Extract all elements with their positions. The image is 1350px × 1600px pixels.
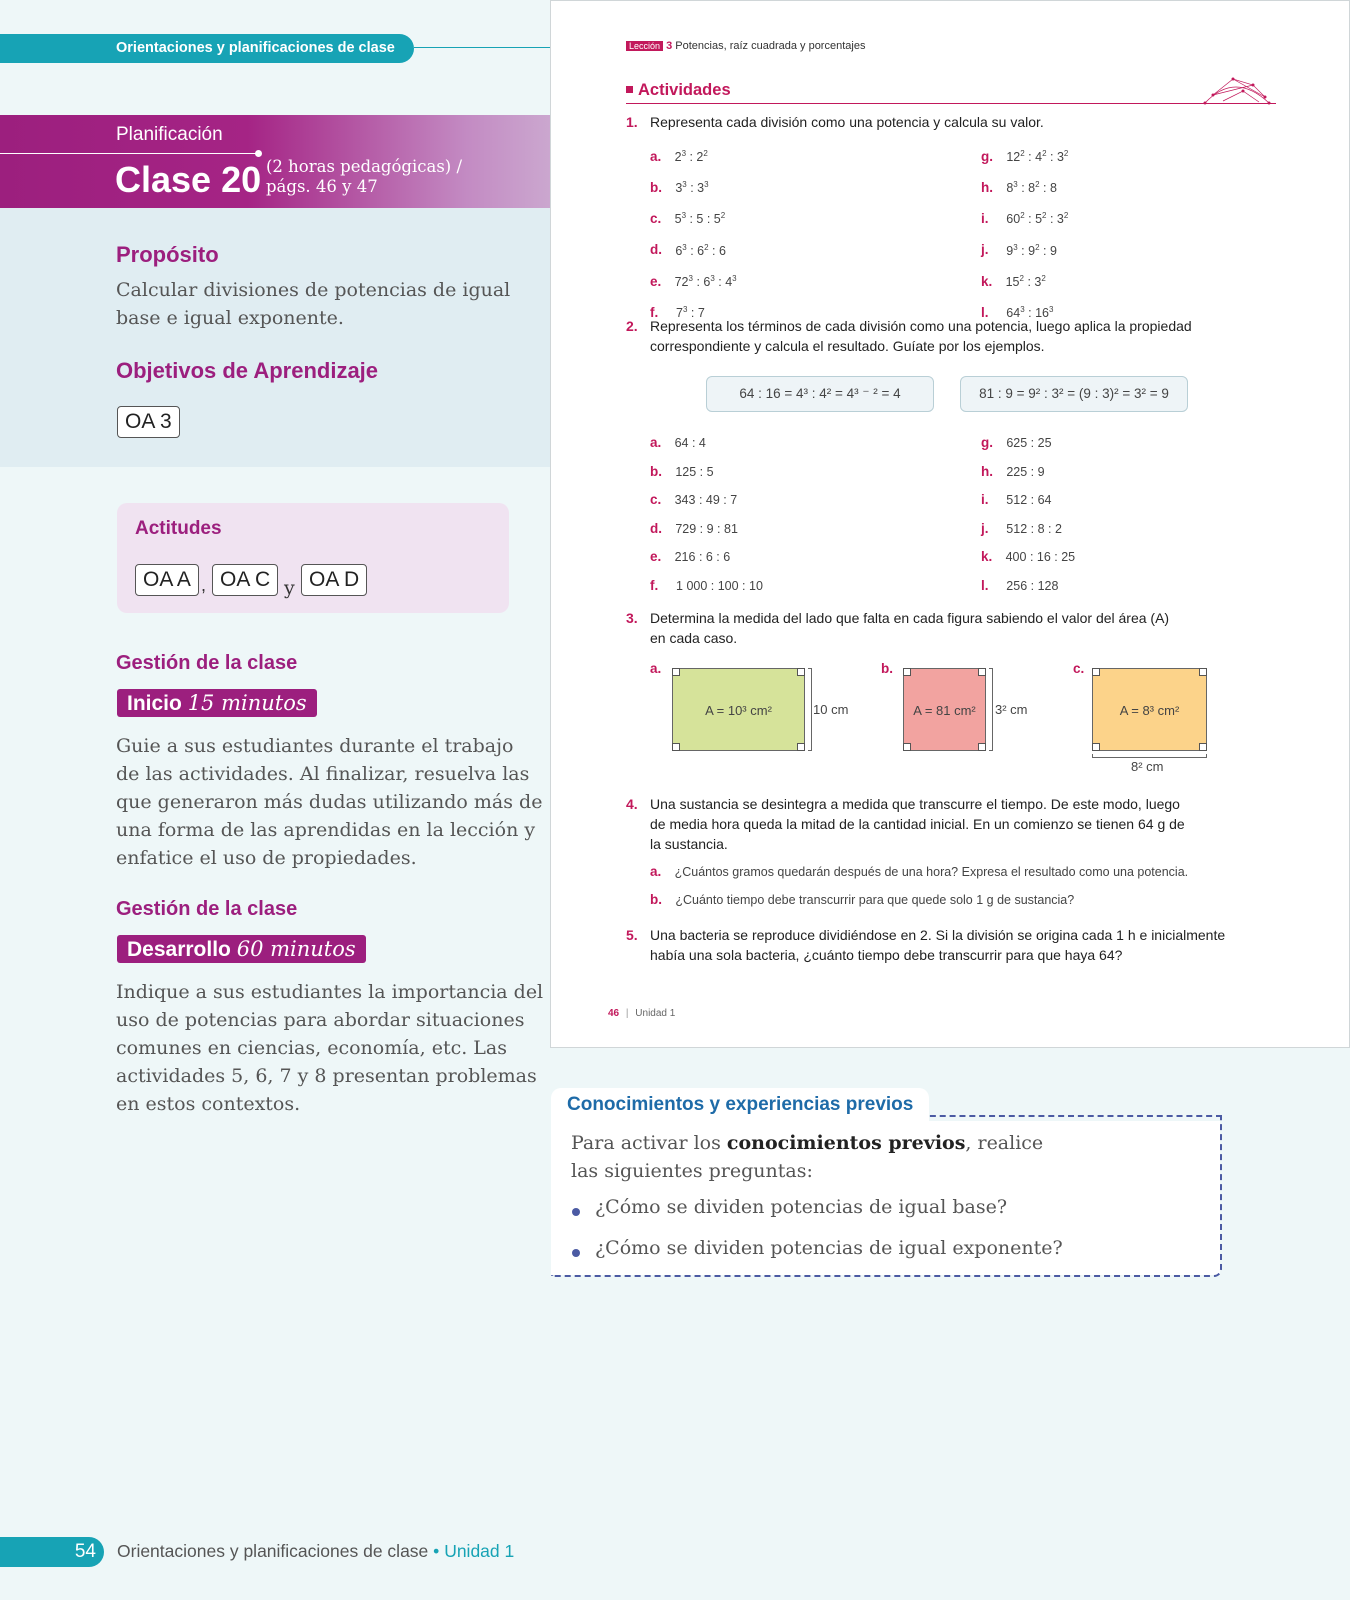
conocimientos-border [551, 1115, 1222, 1277]
desarrollo-tag [117, 935, 366, 963]
inicio-label: Inicio [127, 692, 182, 715]
gestion-heading: Gestión de la clase [116, 898, 298, 920]
question-2-text [650, 316, 1192, 356]
figure-c-area: A = 8³ cm² [1119, 703, 1180, 718]
section-header-title: Orientaciones y planificaciones de clase [116, 40, 395, 56]
q1-item: f. $7^3$ : 7 [650, 304, 705, 320]
figure-c-side: 8² cm [1131, 759, 1164, 774]
actitud-badge: OA D [301, 564, 367, 596]
activities-heading [626, 81, 731, 100]
question-4-text [650, 794, 1185, 854]
question-line: la sustancia. [650, 836, 728, 852]
planificacion-band [0, 115, 550, 208]
q1-item: h. $8^3$ : $8^2$ : 8 [981, 180, 1057, 196]
bullet-question: ¿Cómo se dividen potencias de igual base? [595, 1196, 1008, 1218]
desarrollo-text [116, 978, 543, 1118]
page-unit: Unidad 1 [635, 1008, 676, 1019]
question-line: de media hora queda la mitad de la cantidad inicial. En un comienzo se tienen 64 g de [650, 816, 1185, 832]
question-number: 4. [626, 796, 638, 812]
page-footer: 46 | Unidad 1 [608, 1008, 676, 1019]
actitudes-box [117, 503, 509, 613]
q1-item: g. $12^2$ : $4^2$ : $3^2$ [981, 149, 1069, 165]
q1-item: e. $72^3$ : $6^3$ : $4^3$ [650, 273, 737, 289]
inicio-line: una forma de las aprendidas en la lección y [116, 819, 536, 841]
page-number-pill: 54 [0, 1537, 104, 1567]
header-rule [414, 47, 550, 48]
actitudes-heading: Actitudes [135, 518, 222, 539]
clase-hours-line: (2 horas pedagógicas) / [266, 157, 463, 176]
bullet-question: ¿Cómo se dividen potencias de igual exponente? [595, 1237, 1063, 1259]
inicio-tag [117, 689, 317, 717]
section-header-pill [0, 34, 414, 63]
q1-item: i. $60^2$ : $5^2$ : $3^2$ [981, 211, 1069, 227]
question-number: 2. [626, 318, 638, 334]
intro-text: Para activar los [571, 1132, 727, 1154]
inicio-line: de las actividades. Al finalizar, resuelva las [116, 763, 530, 785]
question-number: 3. [626, 610, 638, 626]
question-2-number [626, 316, 638, 336]
q1-item: d. $6^3$ : $6^2$ : 6 [650, 242, 726, 258]
q1-item: c. $5^3$ : 5 : $5^2$ [650, 211, 726, 227]
desarrollo-time: 60 minutos [236, 937, 356, 961]
q2-right-column [981, 429, 1075, 600]
question-1 [626, 112, 638, 132]
q2-left-column [650, 429, 763, 600]
example-box: 64 : 16 = 4³ : 4² = 4³ ⁻ ² = 4 [706, 376, 934, 412]
lesson-title: Potencias, raíz cuadrada y porcentajes [675, 40, 866, 52]
desarrollo-line: comunes en ciencias, economía, etc. Las [116, 1037, 507, 1059]
figure-a-area: A = 10³ cm² [705, 703, 772, 718]
desarrollo-label: Desarrollo [127, 938, 231, 961]
question-4-number [626, 794, 638, 814]
q2-item: b. 125 : 5 [650, 463, 714, 479]
intro-text: , realice [965, 1132, 1044, 1154]
actitud-badge: OA C [212, 564, 278, 596]
heading-square-icon [626, 86, 633, 93]
lesson-badge: Lección [626, 41, 663, 51]
clase-pages-line: págs. 46 y 47 [266, 177, 378, 196]
question-line: en cada caso. [650, 630, 738, 646]
figure-c-label: c. [1073, 661, 1085, 676]
q2-item: f. 1 000 : 100 : 10 [650, 577, 763, 593]
lesson-header [626, 40, 865, 52]
inicio-line: enfatice el uso de propiedades. [116, 847, 417, 869]
oa-badge: OA 3 [117, 406, 180, 438]
question-line: Representa los términos de cada división como una potencia, luego aplica la propiedad [650, 318, 1192, 334]
proposito-text [116, 276, 510, 332]
q2-item: h. 225 : 9 [981, 463, 1045, 479]
desarrollo-line: uso de potencias para abordar situaciones [116, 1009, 525, 1031]
q1-item: a. $2^3$ : $2^2$ [650, 149, 708, 165]
figure-a-rectangle [672, 668, 805, 751]
intro-line-2: las siguientes preguntas: [571, 1160, 813, 1182]
clase-title: Clase 20 [115, 159, 262, 200]
question-5-text [650, 925, 1225, 965]
question-line: Determina la medida del lado que falta en cada figura sabiendo el valor del área (A) [650, 610, 1170, 626]
question-3-number [626, 608, 638, 628]
q2-item: e. 216 : 6 : 6 [650, 549, 731, 564]
q2-item: a. 64 : 4 [650, 435, 706, 450]
footer-title: Orientaciones y planificaciones de clase [117, 1541, 429, 1561]
actitud-badge: OA A [135, 564, 199, 596]
q1-item: l. $64^3$ : $16^3$ [981, 304, 1054, 320]
question-1-text: Representa cada división como una potencia y calcula su valor. [650, 114, 1044, 130]
figure-b-label: b. [881, 661, 893, 676]
question-number: 1. [626, 114, 638, 130]
q4-sub-b: b. ¿Cuánto tiempo debe transcurrir para que quede solo 1 g de sustancia? [650, 892, 1075, 907]
question-line: Una bacteria se reproduce dividiéndose en 2. Si la división se origina cada 1 h e inicialmente [650, 927, 1226, 943]
desarrollo-line: Indique a sus estudiantes la importancia del [116, 981, 544, 1003]
desarrollo-line: actividades 5, 6, 7 y 8 presentan problemas [116, 1065, 537, 1087]
actitud-separator: y [284, 577, 295, 599]
decorative-network-icon [1203, 75, 1273, 105]
q2-item: g. 625 : 25 [981, 435, 1052, 450]
gestion-heading: Gestión de la clase [116, 652, 298, 674]
inicio-line: Guie a sus estudiantes durante el trabajo [116, 735, 514, 757]
planificacion-rule-dot [255, 150, 262, 157]
inicio-time: 15 minutos [187, 691, 307, 715]
figure-b-area: A = 81 cm² [913, 703, 976, 718]
dimension-bracket [1092, 754, 1207, 758]
objectives-panel [0, 208, 550, 467]
inicio-text [116, 732, 542, 872]
q2-item: i. 512 : 64 [981, 492, 1052, 507]
q4-sub-a: a. ¿Cuántos gramos quedarán después de una hora? Expresa el resultado como una potencia. [650, 864, 1189, 879]
figure-c-rectangle [1092, 668, 1207, 751]
question-number: 5. [626, 927, 638, 943]
actitud-separator: , [201, 575, 207, 595]
question-line: había una sola bacteria, ¿cuánto tiempo debe transcurrir para que haya 64? [650, 947, 1123, 963]
planificacion-rule [0, 153, 258, 154]
example-box: 81 : 9 = 9² : 3² = (9 : 3)² = 3² = 9 [960, 376, 1188, 412]
q2-item: j. 512 : 8 : 2 [981, 520, 1062, 536]
student-page [550, 0, 1350, 1048]
conocimientos-top-border [920, 1115, 1222, 1117]
proposito-heading: Propósito [116, 242, 219, 267]
q1-item: b. $3^3$ : $3^3$ [650, 180, 709, 196]
intro-bold: conocimientos previos [726, 1132, 966, 1154]
q2-item: c. 343 : 49 : 7 [650, 492, 738, 507]
dimension-bracket [808, 668, 812, 751]
footer-text [117, 1541, 514, 1562]
proposito-line: Calcular divisiones de potencias de igual [116, 279, 511, 301]
proposito-line: base e igual exponente. [116, 307, 344, 329]
figure-a-label: a. [650, 661, 662, 676]
q1-item: k. $15^2$ : $3^2$ [981, 273, 1046, 289]
q1-left-column [650, 140, 737, 327]
activities-heading-text: Actividades [638, 81, 731, 99]
conocimientos-heading: Conocimientos y experiencias previos [551, 1088, 929, 1121]
figure-b-square [903, 668, 986, 751]
clase-hours [266, 157, 462, 197]
question-5-number [626, 925, 638, 945]
q2-item: k. 400 : 16 : 25 [981, 549, 1076, 564]
question-line: correspondiente y calcula el resultado. Guíate por los ejemplos. [650, 338, 1045, 354]
footer-separator: • [433, 1541, 440, 1561]
q1-item: j. $9^3$ : $9^2$ : 9 [981, 242, 1057, 258]
desarrollo-line: en estos contextos. [116, 1093, 301, 1115]
lesson-number: 3 [666, 40, 673, 52]
planificacion-label: Planificación [116, 124, 223, 145]
q1-right-column [981, 140, 1068, 327]
footer-unit: Unidad 1 [444, 1541, 515, 1561]
q2-item: d. 729 : 9 : 81 [650, 520, 738, 536]
objetivos-heading: Objetivos de Aprendizaje [116, 358, 379, 383]
dimension-bracket [989, 668, 993, 751]
figure-b-side: 3² cm [995, 702, 1028, 717]
page-number: 46 [608, 1008, 620, 1019]
inicio-line: que generaron más dudas utilizando más de [116, 791, 543, 813]
q2-item: l. 256 : 128 [981, 577, 1059, 593]
question-line: Una sustancia se desintegra a medida que transcurre el tiempo. De este modo, luego [650, 796, 1180, 812]
question-3-text [650, 608, 1169, 648]
activities-rule [626, 103, 1276, 104]
figure-a-side: 10 cm [813, 702, 849, 717]
